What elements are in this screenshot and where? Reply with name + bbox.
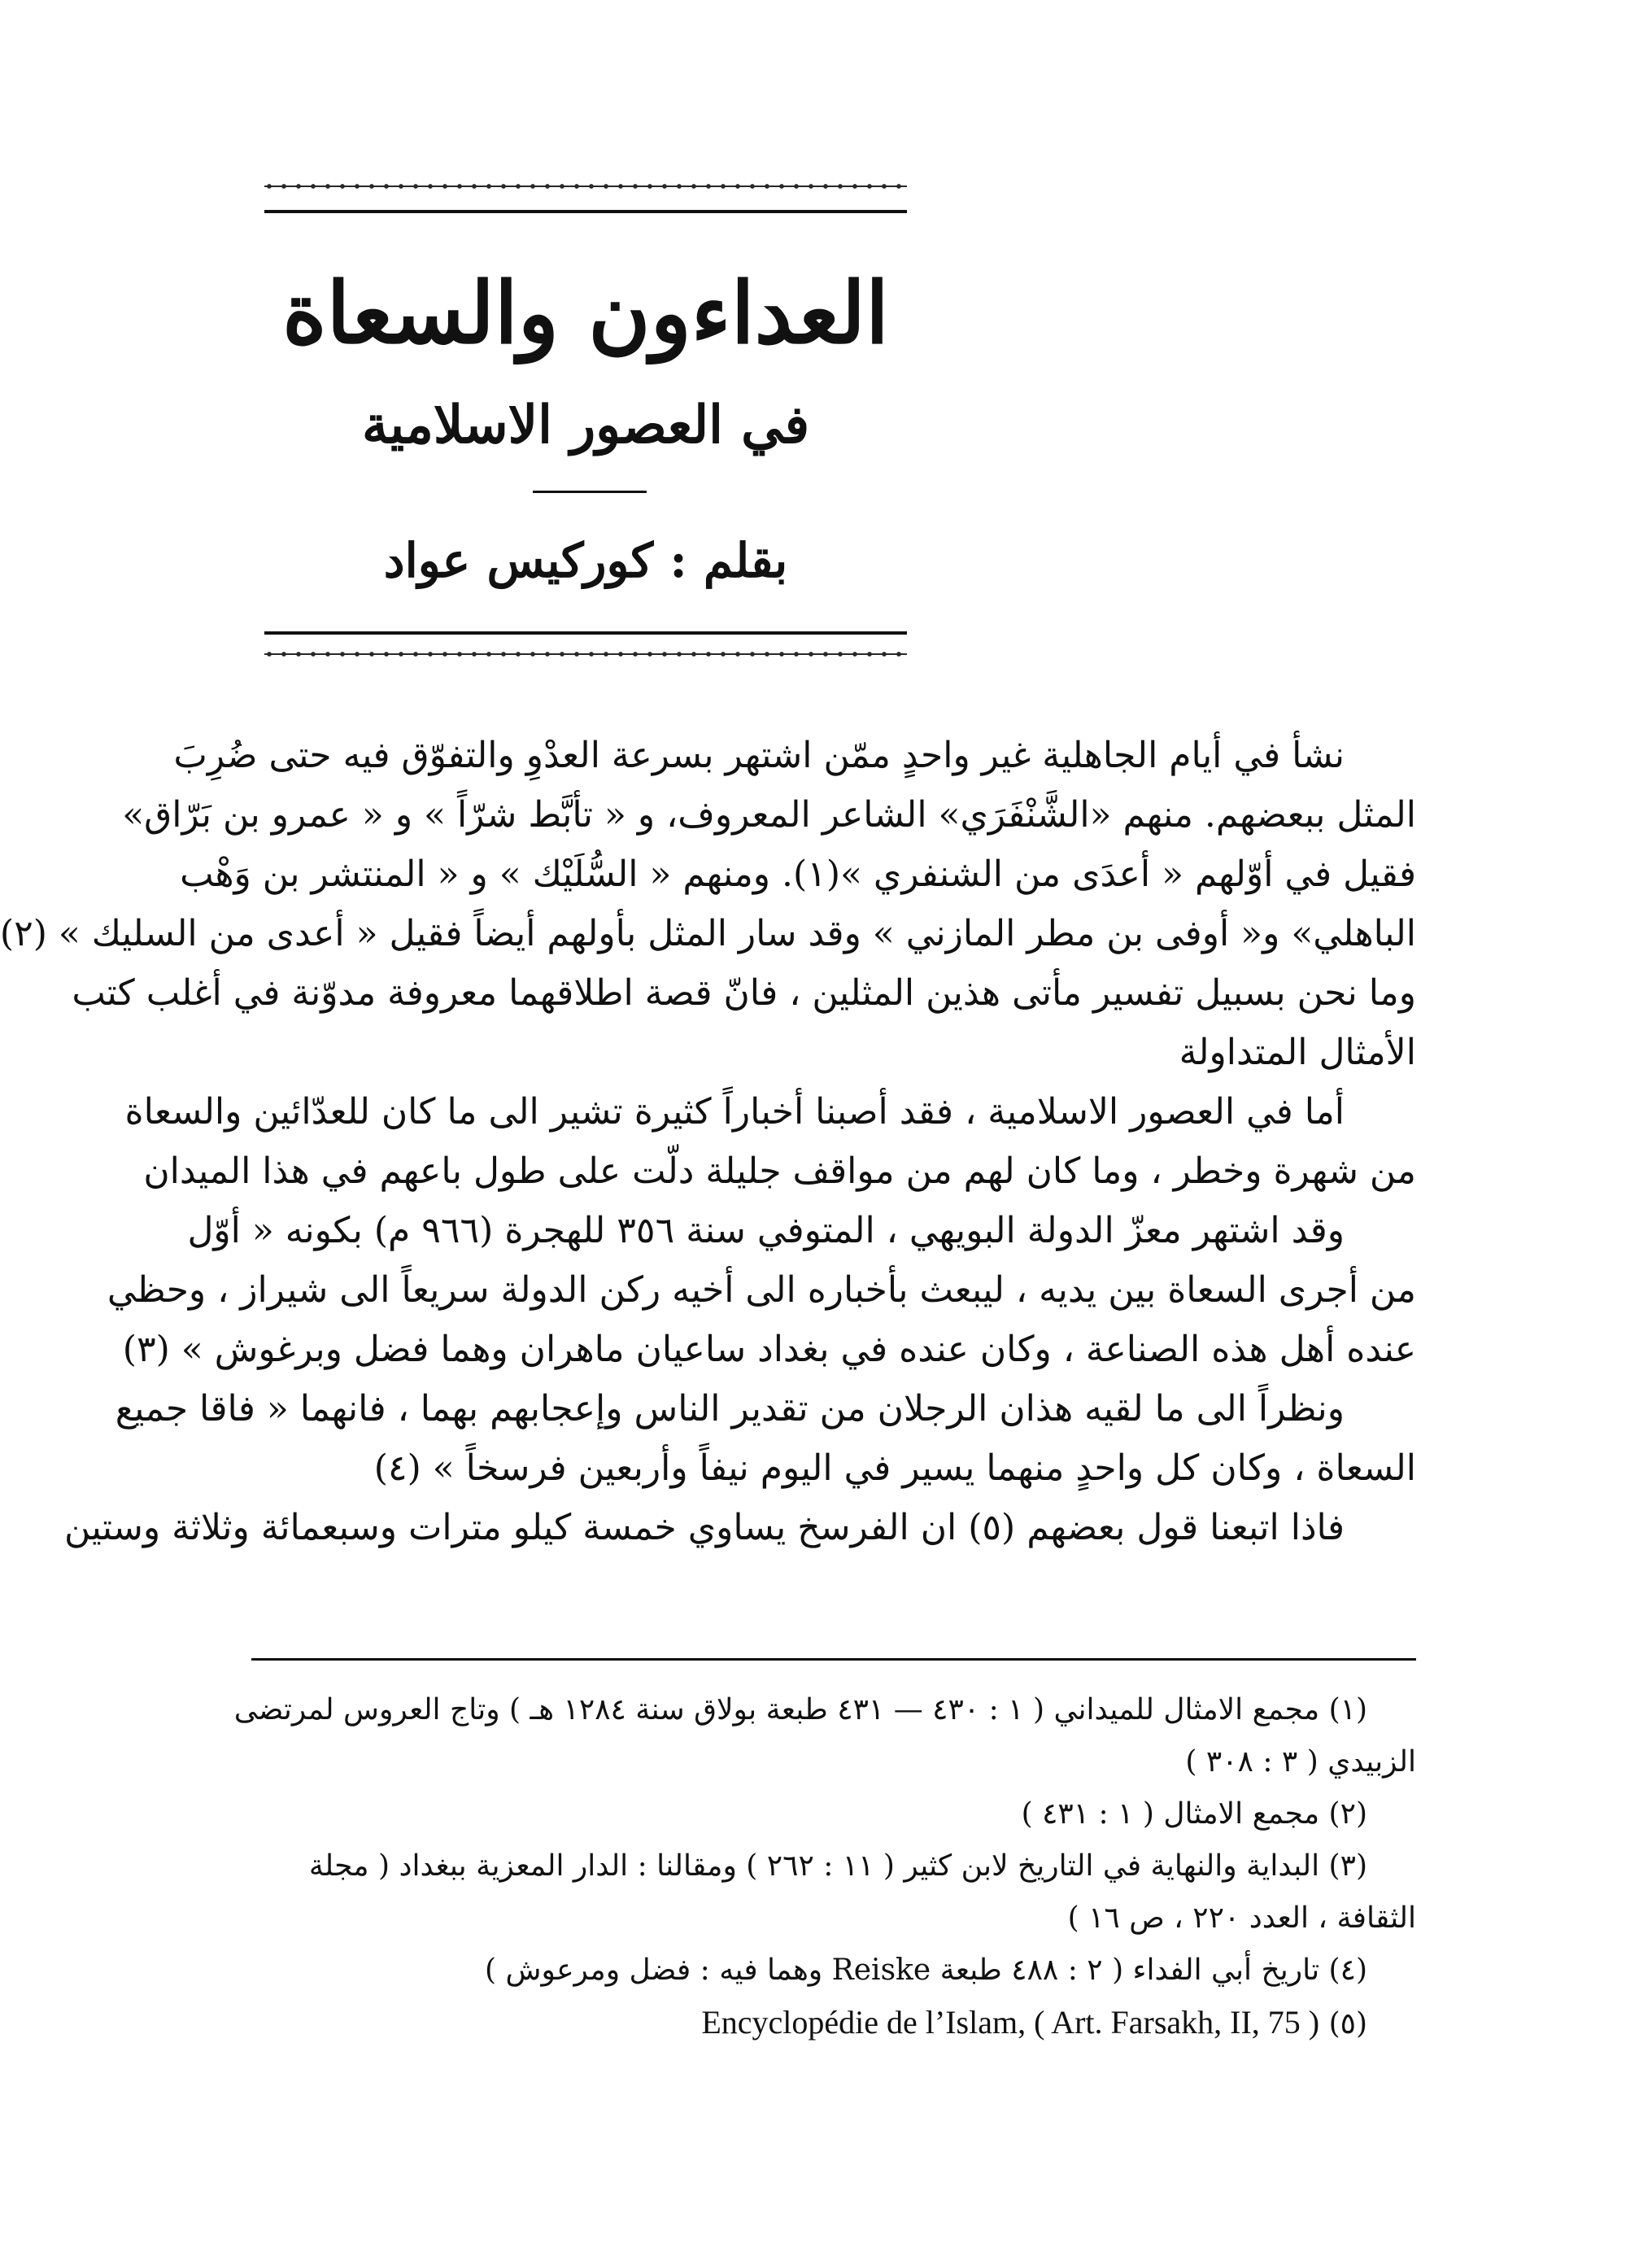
footnote-1-cont: الزبيدي ( ٣ : ٣٠٨ )	[1185, 1745, 1416, 1779]
footnote-5-reference: Encyclopédie de l’Islam, ( Art. Farsakh, II, 75 )	[701, 2004, 1320, 2041]
footnotes	[233, 1684, 1416, 2050]
body-line: وما نحن بسبيل تفسير مأتى هذين المثلين ، فانّ قصة اطلاقهما معروفة مدوّنة في أغلب كتب	[72, 972, 1416, 1014]
body-line: الأمثال المتداولة	[1179, 1032, 1416, 1073]
article-title: العداءون والسعاة	[282, 263, 889, 363]
body-line: فاذا اتبعنا قول بعضهم (٥) ان الفرسخ يساوي خمسة كيلو مترات وسبعمائة وثلاثة وستين	[63, 1507, 1345, 1548]
footnote-3-cont: الثقافة ، العدد ٢٢٠ ، ص ١٦ )	[1067, 1901, 1416, 1935]
body-line: فقيل في أوّلهم « أعدَى من الشنفري »(١). ومنهم « السُّلَيْك » و « المنتشر بن وَهْب	[180, 853, 1416, 895]
body-line: من شهرة وخطر ، وما كان لهم من مواقف جليلة دلّت على طول باعهم في هذا الميدان	[143, 1150, 1416, 1192]
body-line: من أجرى السعاة بين يديه ، ليبعث بأخباره الى أخيه ركن الدولة سريعاً الى شيراز ، وحظي	[107, 1269, 1416, 1311]
body-line: أما في العصور الاسلامية ، فقد أصبنا أخباراً كثيرة تشير الى ما كان للعدّائين والسعاة	[124, 1091, 1345, 1133]
ornament-border-top	[264, 179, 907, 194]
body-line: ونظراً الى ما لقيه هذان الرجلان من تقدير الناس وإعجابهم بهما ، فانهما « فاقا جميع	[115, 1388, 1345, 1430]
footnote-1: (١) مجمع الامثال للميداني ( ١ : ٤٣٠ — ٤٣١ طبعة بولاق سنة ١٢٨٤ هـ ) وتاج العروس لمرتضى	[233, 1693, 1367, 1726]
ornament-border-bottom	[264, 647, 907, 661]
short-divider	[533, 491, 647, 493]
footnote-4: (٤) تاريخ أبي الفداء ( ٢ : ٤٨٨ طبعة Reiske وهما فيه : فضل ومرعوش )	[485, 1953, 1367, 1987]
body-line: المثل ببعضهم. منهم «الشَّنْفَرَي» الشاعر المعروف، و « تأبَّط شرّاً » و « عمرو بن بَرّاق»	[122, 794, 1416, 836]
footnote-5	[251, 1997, 1416, 2050]
body-line: السعاة ، وكان كل واحدٍ منهما يسير في اليوم نيفاً وأربعين فرسخاً » (٤)	[373, 1447, 1416, 1489]
footnote-separator	[251, 1658, 1416, 1661]
footnote-2: (٢) مجمع الامثال ( ١ : ٤٣١ )	[1021, 1797, 1367, 1831]
rule-top	[264, 210, 907, 213]
footnote-5-number: (٥)	[1328, 2007, 1367, 2041]
rule-bottom	[264, 631, 907, 635]
body-line: عنده أهل هذه الصناعة ، وكان عنده في بغداد ساعيان ماهران وهما فضل وبرغوش » (٣)	[122, 1329, 1416, 1370]
article-subtitle: في العصور الاسلامية	[361, 395, 810, 456]
body-line: وقد اشتهر معزّ الدولة البويهي ، المتوفي سنة ٣٥٦ للهجرة (٩٦٦ م) بكونه « أوّل	[187, 1210, 1345, 1251]
author-line: بقلم : كوركيس عواد	[383, 533, 788, 588]
footnote-3: (٣) البداية والنهاية في التاريخ لابن كثير ( ١١ : ٢٦٢ ) ومقالنا : الدار المعزية ببغداد ( مجلة	[308, 1849, 1367, 1883]
body-line: نشأ في أيام الجاهلية غير واحدٍ ممّن اشتهر بسرعة العدْوِ والتفوّق فيه حتى ضُرِبَ	[173, 735, 1345, 776]
body-line: الباهلي» و« أوفى بن مطر المازني » وقد سار المثل بأولهم أيضاً فقيل « أعدى من السليك » (٢)	[0, 913, 1416, 954]
article-body	[0, 726, 1416, 1557]
